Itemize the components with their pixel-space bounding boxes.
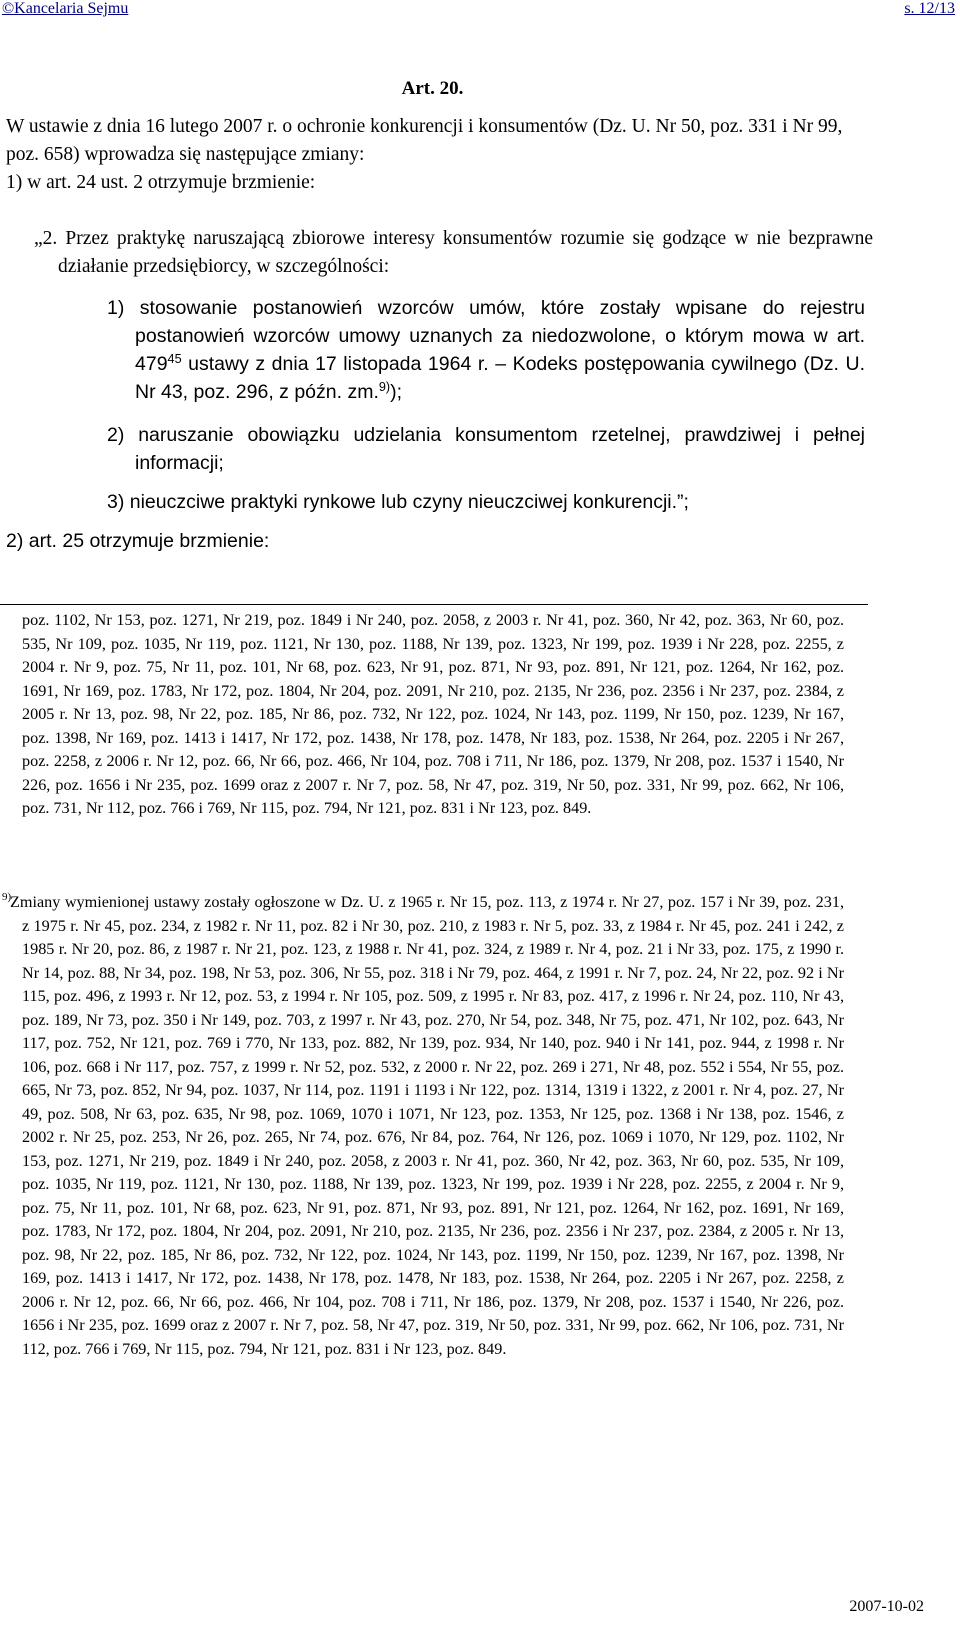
article-intro: W ustawie z dnia 16 lutego 2007 r. o ochronie konkurencji i konsumentów (Dz. U. Nr 50, poz. 331 i Nr 99, poz. 658) wprowadza się następujące zmiany: [6, 116, 843, 165]
change-2-heading: 2) art. 25 otrzymuje brzmienie: [6, 530, 270, 552]
quoted-paragraph [34, 225, 873, 281]
footnote-divider [0, 604, 868, 605]
list-item-2: 2) naruszanie obowiązku udzielania konsumentom rzetelnej, prawdziwej i pełnej informacji; [107, 424, 865, 474]
article-title: Art. 20. [401, 78, 464, 99]
page-header [0, 0, 960, 22]
list-item-1 [107, 294, 865, 406]
footnote-9: Zmiany wymienionej ustawy zostały ogłoszone w Dz. U. z 1965 r. Nr 15, poz. 113, z 1974 r. Nr 27, poz. 157 i Nr 39, poz. 231, z 1975 r. Nr 45, poz. 234, z 1982 r. Nr 11, poz. 82 i Nr 30, poz. 210, z 1983 r. Nr 5, poz. 33, z 1984 r. Nr 45, poz. 241 i 242, z 1985 r. Nr 20, poz. 86, z 1987 r. Nr 21, poz. 123, z 1988 r. Nr 41, poz. 324, z 1989 r. Nr 4, poz. 21 i Nr 33, poz. 175, z 1990 r. Nr 14, poz. 88, Nr 34, poz. 198, Nr 53, poz. 306, Nr 55, poz. 318 i Nr 79, poz. 464, z 1991 r. Nr 7, poz. 24, Nr 22, poz. 92 i Nr 115, poz. 496, z 1993 r. Nr 12, poz. 53, z 1994 r. Nr 105, poz. 509, z 1995 r. Nr 83, poz. 417, z 1996 r. Nr 24, poz. 110, Nr 43, poz. 189, Nr 73, poz. 350 i Nr 149, poz. 703, z 1997 r. Nr 43, poz. 270, Nr 54, poz. 348, Nr 75, poz. 471, Nr 102, poz. 643, Nr 117, poz. 752, Nr 121, poz. 769 i 770, Nr 133, poz. 882, Nr 139, poz. 934, Nr 140, poz. 940 i Nr 141, poz. 944, z 1998 r. Nr 106, poz. 668 i Nr 117, poz. 757, z 1999 r. Nr 52, poz. 532, z 2000 r. Nr 22, poz. 269 i 271, Nr 48, poz. 552 i 554, Nr 55, poz. 665, Nr 73, poz. 852, Nr 94, poz. 1037, Nr 114, poz. 1191 i 1193 i Nr 122, poz. 1314, 1319 i 1322, z 2001 r. Nr 4, poz. 27, Nr 49, poz. 508, Nr 63, poz. 635, Nr 98, poz. 1069, 1070 i 1071, Nr 123, poz. 1353, Nr 125, poz. 1368 i Nr 138, poz. 1546, z 2002 r. Nr 25, poz. 253, Nr 26, poz. 265, Nr 74, poz. 676, Nr 84, poz. 764, Nr 126, poz. 1069 i 1070, Nr 129, poz. 1102, Nr 153, poz. 1271, Nr 219, poz. 1849 i Nr 240, poz. 2058, z 2003 r. Nr 41, poz. 360, Nr 42, poz. 363, Nr 60, poz. 535, Nr 109, poz. 1035, Nr 119, poz. 1121, Nr 130, poz. 1188, Nr 139, poz. 1323, Nr 199, poz. 1939 i Nr 228, poz. 2255, z 2004 r. Nr 9, poz. 75, Nr 11, poz. 101, Nr 68, poz. 623, Nr 91, poz. 871, Nr 93, poz. 891, Nr 121, poz. 1264, Nr 162, poz. 1691, Nr 169, poz. 1783, Nr 172, poz. 1804, Nr 204, poz. 2091, Nr 210, poz. 2135, Nr 236, poz. 2356 i Nr 237, poz. 2384, z 2005 r. Nr 13, poz. 98, Nr 22, poz. 185, Nr 86, poz. 732, Nr 122, poz. 1024, Nr 143, poz. 1199, Nr 150, poz. 1239, Nr 167, poz. 1398, Nr 169, poz. 1413 i 1417, Nr 172, poz. 1438, Nr 178, poz. 1478, Nr 183, poz. 1538, Nr 264, poz. 2205 i Nr 267, poz. 2258, z 2006 r. Nr 12, poz. 66, Nr 66, poz. 466, Nr 104, poz. 708 i 711, Nr 186, poz. 1379, Nr 208, poz. 1537 i 1540, Nr 226, poz. 1656 i Nr 235, poz. 1699 oraz z 2007 r. Nr 7, poz. 58, Nr 47, poz. 319, Nr 50, poz. 331, Nr 99, poz. 662, Nr 106, poz. 731, Nr 112, poz. 766 i 769, Nr 115, poz. 794, Nr 121, poz. 831 i Nr 123, poz. 849. [10, 893, 844, 1358]
footnote-reference-9[interactable]: 9) [378, 380, 391, 395]
page-number-link[interactable]: s. 12/13 [904, 0, 955, 17]
footnote-continuation: poz. 1102, Nr 153, poz. 1271, Nr 219, poz. 1849 i Nr 240, poz. 2058, z 2003 r. Nr 41, poz. 360, Nr 42, poz. 363, Nr 60, poz. 535, Nr 109, poz. 1035, Nr 119, poz. 1121, Nr 130, poz. 1188, Nr 139, poz. 1323, Nr 199, poz. 1939 i Nr 228, poz. 2255, z 2004 r. Nr 9, poz. 75, Nr 11, poz. 101, Nr 68, poz. 623, Nr 91, poz. 871, Nr 93, poz. 891, Nr 121, poz. 1264, Nr 162, poz. 1691, Nr 169, poz. 1783, Nr 172, poz. 1804, Nr 204, poz. 2091, Nr 210, poz. 2135, Nr 236, poz. 2356 i Nr 237, poz. 2384, z 2005 r. Nr 13, poz. 98, Nr 22, poz. 185, Nr 86, poz. 732, Nr 122, poz. 1024, Nr 143, poz. 1199, Nr 150, poz. 1239, Nr 167, poz. 1398, Nr 169, poz. 1413 i 1417, Nr 172, poz. 1438, Nr 178, poz. 1478, Nr 183, poz. 1538, Nr 264, poz. 2205 i Nr 267, poz. 2258, z 2006 r. Nr 12, poz. 66, Nr 66, poz. 466, Nr 104, poz. 708 i 711, Nr 186, poz. 1379, Nr 208, poz. 1537 i 1540, Nr 226, poz. 1656 i Nr 235, poz. 1699 oraz z 2007 r. Nr 7, poz. 58, Nr 47, poz. 319, Nr 50, poz. 331, Nr 99, poz. 662, Nr 106, poz. 731, Nr 112, poz. 766 i 769, Nr 115, poz. 794, Nr 121, poz. 831 i Nr 123, poz. 849. [22, 611, 844, 817]
change-1-heading: 1) w art. 24 ust. 2 otrzymuje brzmienie: [6, 172, 316, 193]
article-superscript: 45 [167, 352, 182, 367]
list-item-1-text-c: ); [390, 381, 403, 403]
list-item-1-text-b: ustawy z dnia 17 listopada 1964 r. – Kodeks postępowania cywilnego (Dz. U. Nr 43, poz. 296, z późn. zm. [135, 353, 865, 403]
list-item-1-text-a: 1) stosowanie postanowień wzorców umów, które zostały wpisane do rejestru postanowień wzorców umowy uznanych za niedozwolone, o którym mowa w art. 479 [107, 297, 865, 375]
footnote-9-marker: 9) [2, 891, 12, 903]
list-item-3: 3) nieuczciwe praktyki rynkowe lub czyny nieuczciwej konkurencji.”; [107, 491, 689, 513]
footer-date: 2007-10-02 [849, 1598, 924, 1615]
source-link[interactable]: ©Kancelaria Sejmu [2, 0, 129, 17]
quoted-paragraph-text: „2. Przez praktykę naruszającą zbiorowe interesy konsumentów rozumie się godzące w nie bezprawne działanie przedsiębiorcy, w szczególności: [34, 228, 873, 277]
